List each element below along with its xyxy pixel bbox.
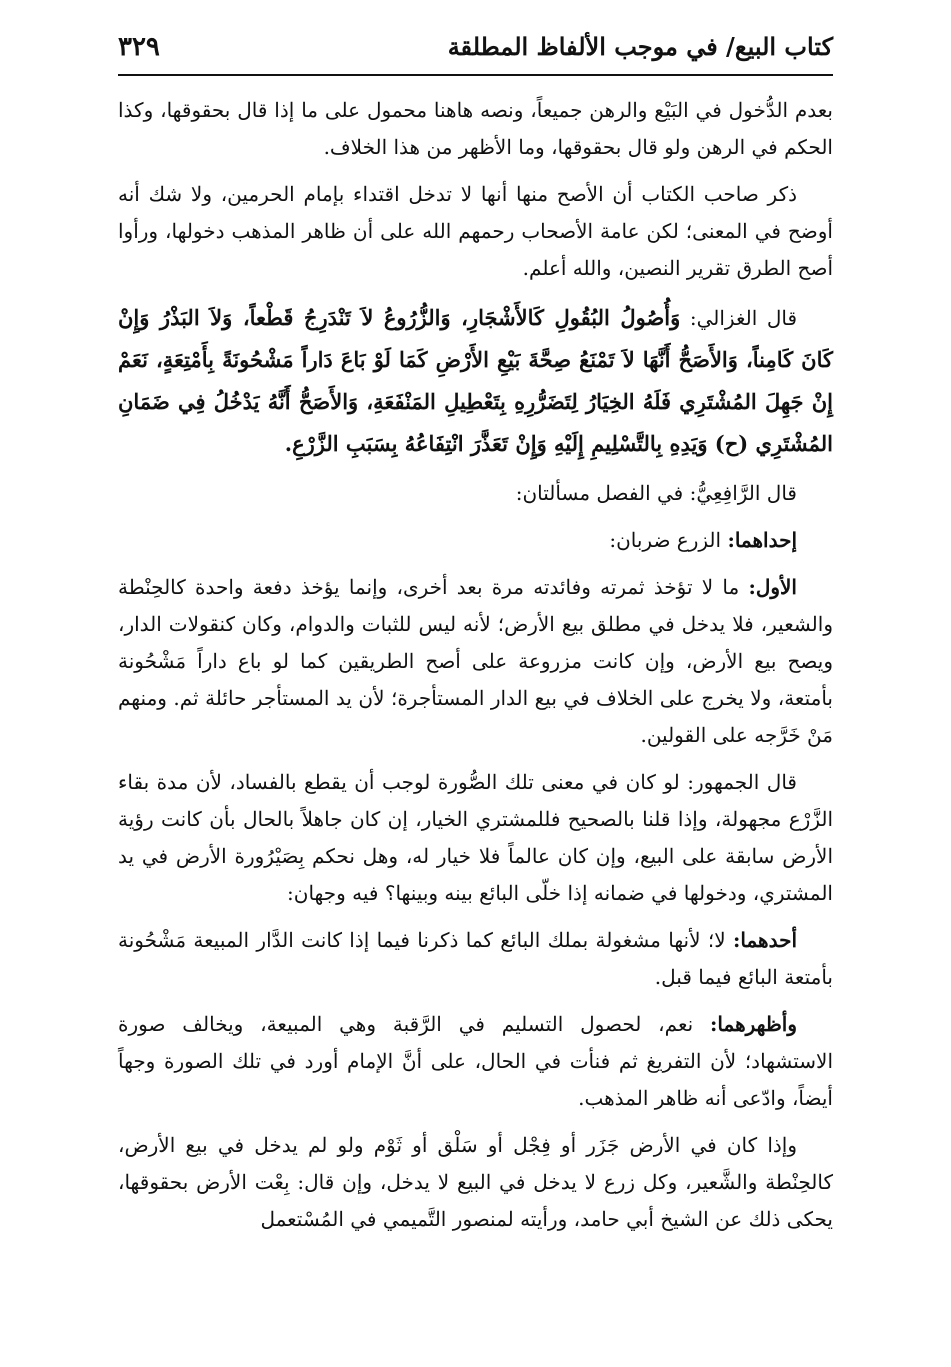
paragraph-second-view [118, 1006, 833, 1117]
first-issue-lead: إحداهما: [727, 528, 797, 552]
second-view-text: نعم، لحصول التسليم في الرَّقبة وهي المبيعة، ويخالف صورة الاستشهاد؛ لأن التفريغ ثم فنأت في الحال، على أنَّ الإمام أورد في تلك الصورة وجهاً أيضاً، وادّعى أنه ظاهر المذهب. [118, 1012, 833, 1110]
page-body [118, 92, 833, 1248]
first-view-lead: أحدهما: [733, 928, 798, 952]
first-issue-text: الزرع ضربان: [609, 528, 722, 552]
paragraph-rafii [118, 475, 833, 512]
paragraph-2: ذكر صاحب الكتاب أن الأصح منها أنها لا تدخل اقتداء بإمام الحرمين، ولا شك أنه أوضح في المعنى؛ لكن عامة الأصحاب رحمهم الله على أن ظاهر المذهب دخولها، ورأوا أصح الطرق تقرير النصين، والله أعلم. [118, 182, 833, 280]
first-type-text: ما لا تؤخذ ثمرته وفائدته مرة بعد أخرى، وإنما يؤخذ دفعة واحدة كالحِنْطة والشعير، فلا يدخل في مطلق بيع الأرض؛ لأنه ليس للثبات والدوام، وكان كنقولات الدار، ويصح بيع الأرض، وإن كانت مزروعة على أصح الطريقين كما لو باع داراً مَشْحُونة بأمتعة، ولا يخرج على الخلاف في بيع الدار المستأجرة؛ لأن يد المستأجر حائلة ثم. ومنهم مَنْ خَرَّجه على القولين. [118, 575, 833, 747]
running-title: كتاب البيع/ في موجب الألفاظ المطلقة [447, 32, 833, 61]
paragraph-1: بعدم الدُّخول في البَيْع والرهن جميعاً، ونصه هاهنا محمول على ما إذا قال بحقوقها، وكذا الحكم في الرهن ولو قال بحقوقها، وما الأظهر من هذا الخلاف. [118, 98, 833, 159]
matn-lead: قال الغزالي: [689, 306, 798, 330]
paragraph-jumhur: قال الجمهور: لو كان في معنى تلك الصُّورة لوجب أن يقطع بالفساد، لأن مدة بقاء الزَّرْع مجهولة، وإذا قلنا بالصحيح فللمشتري الخيار، إن كان جاهلاً بالحال بأن كانت رؤية الأرض سابقة على البيع، وإن كان عالماً فلا خيار له، وهل نحكم بِصَيْرُورة الأرض في يد المشتري، ودخولها في ضمانه إذا خلّى البائع بينه وبينها؟ فيه وجهان: [118, 770, 833, 905]
first-view-text: لا؛ لأنها مشغولة بملك البائع كما ذكرنا فيما إذا كانت الدَّار المبيعة مَشْحُونة بأمتعة البائع فيما قبل. [118, 928, 833, 989]
paragraph-last: وإذا كان في الأرض جَزَر أو فِجْل أو سَلْق أو ثَوْم ولو لم يدخل في بيع الأرض، كالحِنْطة والشَّعير، وكل زرع لا يدخل في البيع لا يدخل، وإن قال: بِعْت الأرض بحقوقها، يحكى ذلك عن الشيخ أبي حامد، ورأيته لمنصور التَّميمي في المُسْتعمل [118, 1133, 833, 1231]
second-view-lead: وأظهرهما: [710, 1012, 798, 1036]
paragraph-matn [118, 297, 833, 465]
paragraph-first-type [118, 569, 833, 754]
first-type-lead: الأول: [748, 575, 797, 599]
rafii-text: في الفصل مسألتان: [515, 481, 684, 505]
paragraph-first-issue [118, 522, 833, 559]
matn-text: وَأُصُولُ البُقُولِ كَالأَشْجَارِ، وَالزُّرُوعُ لاَ تَنْدَرِجُ قَطْعاً، وَلاَ البَذْرُ وَإِنْ كَانَ كَامِناً، وَالأَصَحُّ أَنَّهَا لاَ تَمْنَعُ صِحَّةَ بَيْعِ الأَرْضِ كَمَا لَوْ بَاعَ دَاراً مَشْحُونَةً بِأَمْتِعَةٍ، نَعَمْ إِنْ جَهِلَ المُشْتَرِي فَلَهُ الخِيَارُ لِتَضَرُّرِهِ بِتَعْطِيلِ المَنْفَعَةِ، وَالأَصَحُّ أَنَّهُ يَدْخُلُ فِي ضَمَانِ المُشْتَرِي (ح) وَيَدِهِ بِالتَّسْلِيمِ إِلَيْهِ وَإِنْ تَعَذَّرَ انْتِفَاعُهُ بِسَبَبِ الزَّرْعِ. [118, 305, 833, 456]
rafii-lead: قال الرَّافِعِيُّ: [689, 481, 797, 505]
page-number: ٣٢٩ [118, 32, 160, 62]
paragraph-first-view [118, 922, 833, 996]
running-header [118, 30, 833, 76]
